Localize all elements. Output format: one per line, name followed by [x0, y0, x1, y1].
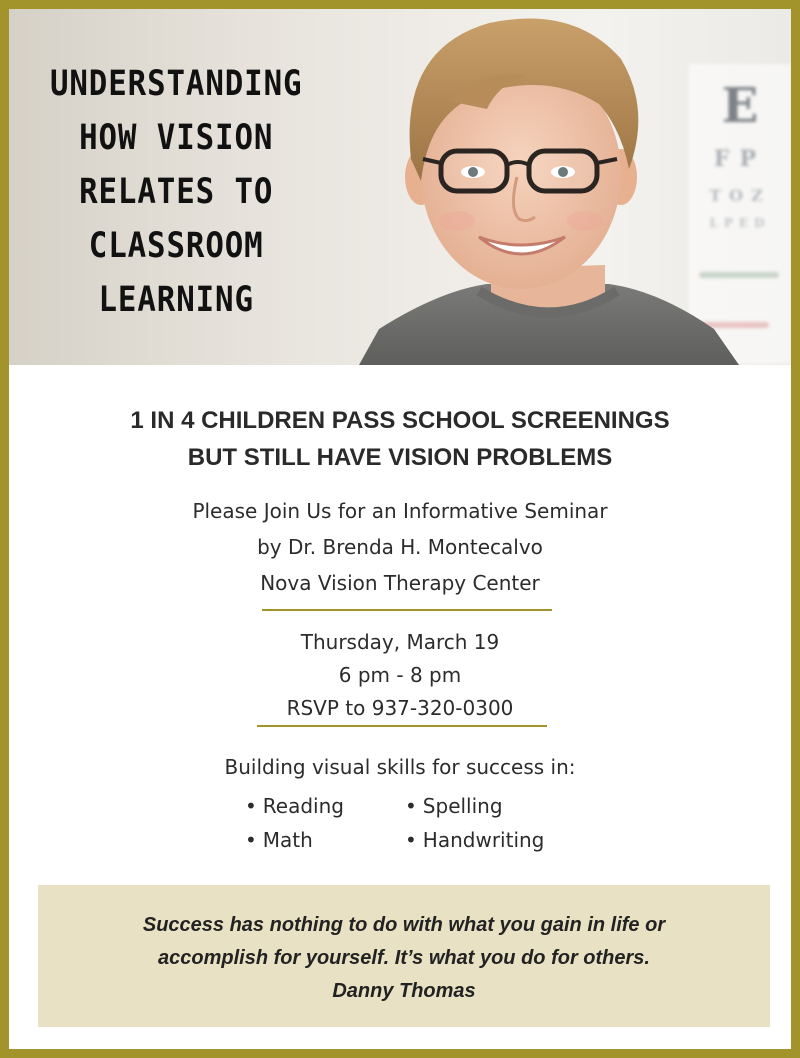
event-details [9, 626, 791, 725]
divider-bottom [257, 725, 547, 727]
quote-author: Danny Thomas [332, 980, 476, 1002]
headline-line: BUT STILL HAVE VISION PROBLEMS [187, 444, 613, 471]
headline [9, 402, 791, 476]
hero-banner [9, 9, 791, 365]
hero-title [31, 57, 321, 327]
quote-line: Success has nothing to do with what you gain in life or [142, 914, 666, 936]
hero-title-line: UNDERSTANDING [49, 64, 303, 104]
quote-line: accomplish for yourself. It’s what you do for others. [158, 947, 650, 969]
hero-title-line: CLASSROOM [88, 226, 264, 266]
organization-line: Nova Vision Therapy Center [260, 571, 540, 595]
skill-item: • Spelling [405, 790, 585, 822]
seminar-invite [9, 493, 791, 601]
skill-item: • Handwriting [405, 824, 585, 856]
presenter-line: by Dr. Brenda H. Montecalvo [257, 535, 543, 559]
event-date: Thursday, March 19 [300, 630, 500, 654]
skills-intro: Building visual skills for success in: [224, 755, 576, 779]
invite-line: Please Join Us for an Informative Seminar [192, 499, 608, 523]
hero-title-line: LEARNING [98, 280, 254, 320]
skill-item: • Reading [245, 790, 405, 822]
child-with-glasses-photo [359, 9, 739, 365]
hero-title-line: HOW VISION [79, 118, 274, 158]
quote-box [38, 885, 770, 1027]
event-rsvp: RSVP to 937-320-0300 [286, 696, 514, 720]
eye-chart-image: E FP TOZ LPED [689, 64, 791, 364]
headline-line: 1 IN 4 CHILDREN PASS SCHOOL SCREENINGS [130, 407, 670, 434]
divider-top [262, 609, 552, 611]
event-time: 6 pm - 8 pm [338, 663, 462, 687]
hero-title-line: RELATES TO [79, 172, 274, 212]
skills-list [245, 790, 585, 856]
skill-item: • Math [245, 824, 405, 856]
